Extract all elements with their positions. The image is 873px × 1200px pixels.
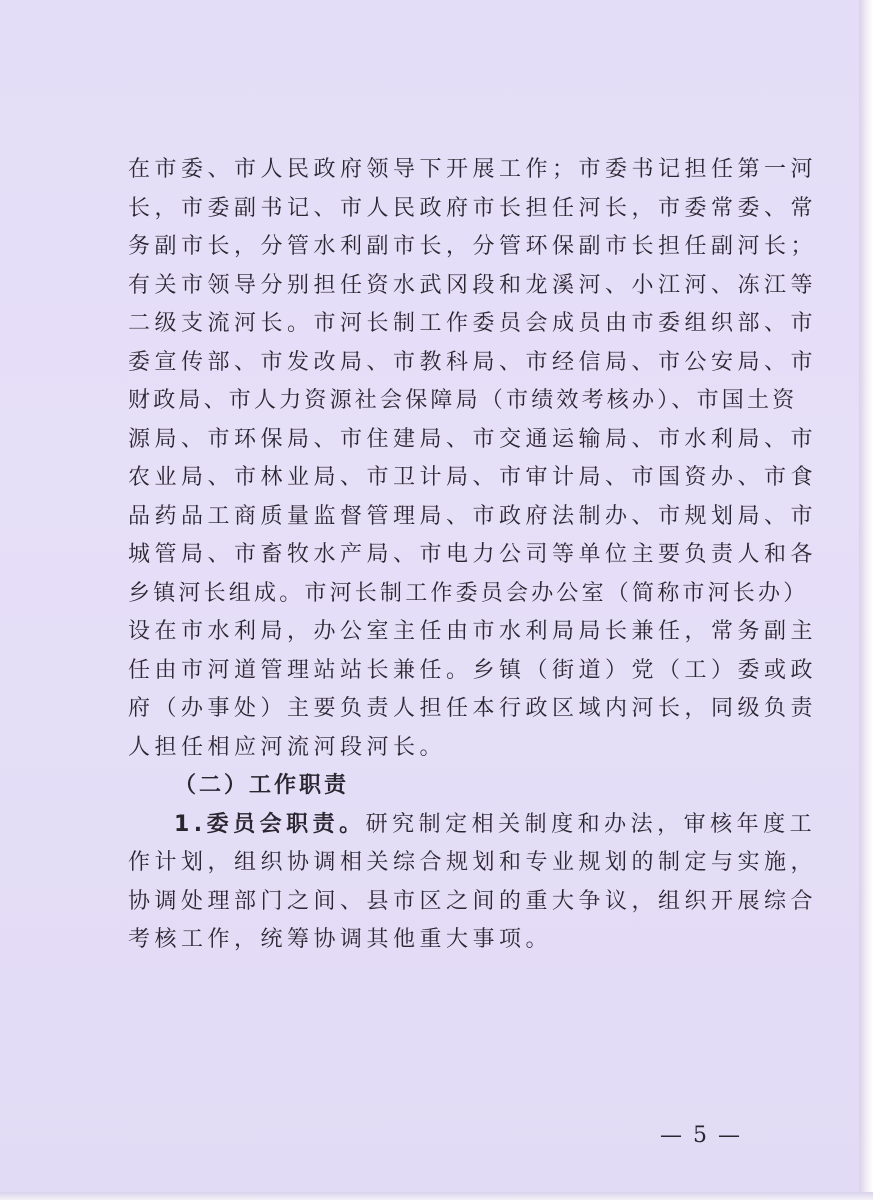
text-line: 任由市河道管理站站长兼任。乡镇（街道）党（工）委或政	[128, 657, 818, 683]
text-line: 乡镇河长组成。市河长制工作委员会办公室（简称市河长办）	[128, 580, 809, 606]
page-bottom-edge	[0, 1192, 873, 1200]
text-line: 源局、市环保局、市住建局、市交通运输局、市水利局、市	[128, 426, 818, 452]
text-line: 务副市长，分管水利副市长，分管环保副市长担任副河长；	[128, 234, 818, 259]
document-body	[128, 151, 818, 960]
text-line: 有关市领导分别担任资水武冈段和龙溪河、小江河、冻江等	[128, 272, 818, 298]
page-number: — 5 —	[660, 1123, 742, 1148]
text-line: 设在市水利局，办公室主任由市水利局局长兼任，常务副主	[128, 619, 818, 644]
text-line: 府（办事处）主要负责人担任本行政区域内河长，同级负责	[128, 696, 818, 721]
text-line: 品药品工商质量监督管理局、市政府法制办、市规划局、市	[128, 503, 818, 529]
text-line: 人担任相应河流河段河长。	[128, 734, 447, 760]
text-line: 在市委、市人民政府领导下开展工作；市委书记担任第一河	[128, 157, 818, 182]
text-line: 财政局、市人力资源社会保障局（市绩效考核办）、市国土资	[128, 388, 798, 413]
page-edge-shadow	[859, 0, 873, 1200]
text-line: 作计划，组织协调相关综合规划和专业规划的制定与实施，	[128, 850, 818, 875]
text-line: 考核工作，统筹协调其他重大事项。	[128, 927, 553, 952]
text-line: 城管局、市畜牧水产局、市电力公司等单位主要负责人和各	[128, 542, 818, 567]
text-line: 协调处理部门之间、县市区之间的重大争议，组织开展综合	[128, 888, 818, 914]
text-line: 农业局、市林业局、市卫计局、市审计局、市国资办、市食	[128, 465, 818, 490]
item-first-line	[128, 806, 817, 845]
item-lead: 1.委员会职责。	[174, 811, 366, 837]
text-line: 委宣传部、市发改局、市教科局、市经信局、市公安局、市	[128, 349, 818, 375]
text-line: 二级支流河长。市河长制工作委员会成员由市委组织部、市	[128, 311, 818, 336]
text-line: 长，市委副书记、市人民政府市长担任河长，市委常委、常	[128, 195, 818, 221]
item-text: 研究制定相关制度和办法，审核年度工	[365, 811, 817, 837]
section-heading: （二）工作职责	[174, 773, 350, 798]
